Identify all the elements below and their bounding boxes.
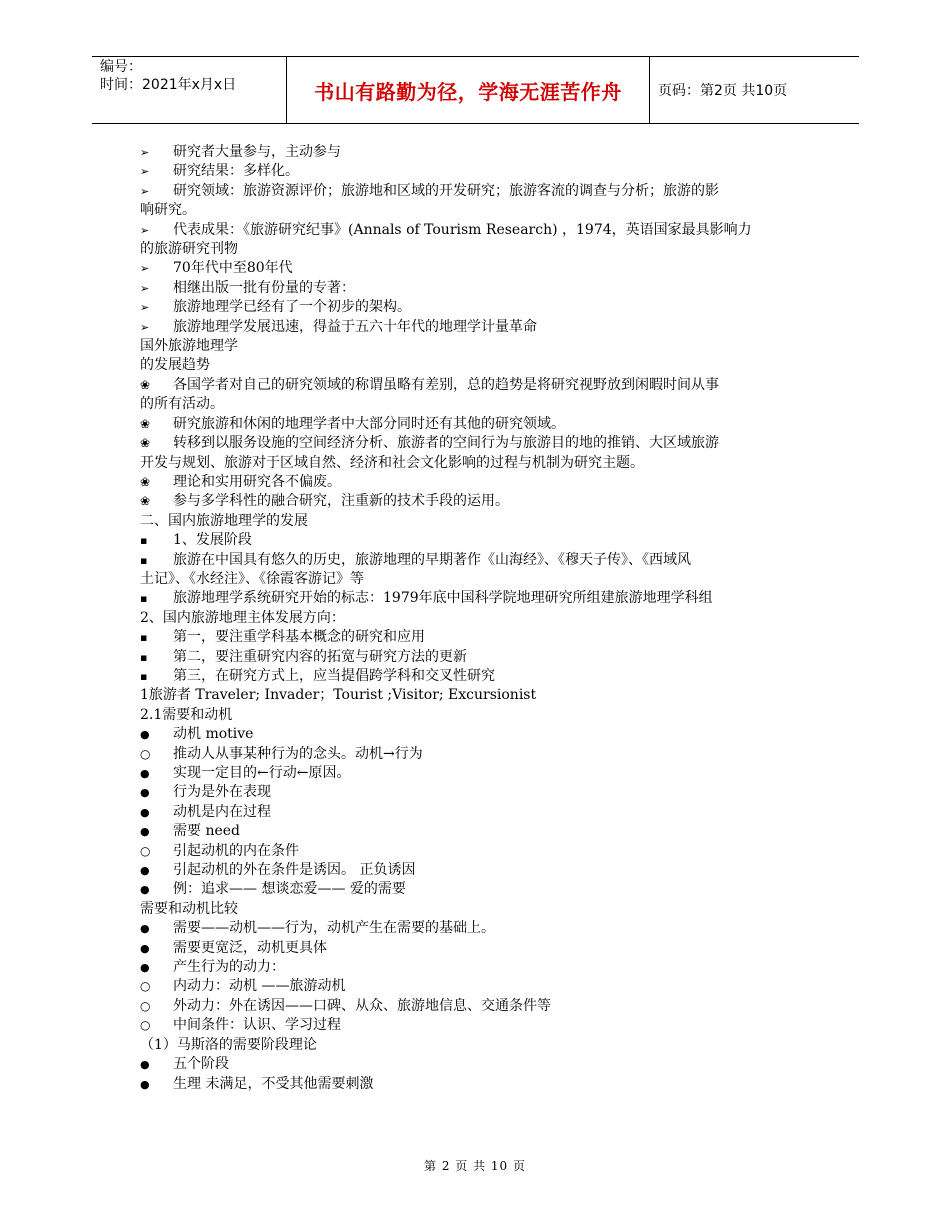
dot-bullet-icon (140, 939, 173, 958)
list-item (140, 434, 812, 453)
dot-bullet-icon (140, 764, 173, 783)
line-text: 二、国内旅游地理学的发展 (140, 512, 308, 529)
text-line (140, 512, 812, 531)
text-line (140, 609, 812, 628)
text-line (140, 395, 812, 414)
list-item (140, 298, 812, 317)
list-item (140, 279, 812, 298)
dot-bullet-icon (140, 861, 173, 880)
list-item (140, 531, 812, 550)
text-line (140, 900, 812, 919)
dot-bullet-icon (140, 1075, 173, 1094)
list-item (140, 861, 812, 880)
line-text: 需要——动机——行为，动机产生在需要的基础上。 (173, 920, 495, 937)
list-item (140, 764, 812, 783)
list-item (140, 415, 812, 434)
list-item (140, 958, 812, 977)
line-text: 70年代中至80年代 (173, 260, 293, 277)
document-body (140, 143, 812, 1094)
line-text: 生理 未满足，不受其他需要刺激 (173, 1075, 374, 1092)
arrow-bullet-icon (140, 162, 173, 181)
line-text: 研究领域：旅游资源评价；旅游地和区域的开发研究；旅游客流的调查与分析；旅游的影 (173, 182, 719, 199)
text-line (140, 454, 812, 473)
square-bullet-icon (140, 551, 173, 570)
list-item (140, 1075, 812, 1094)
list-item (140, 473, 812, 492)
line-text: 引起动机的外在条件是诱因。 正负诱因 (173, 862, 416, 879)
arrow-bullet-icon (140, 318, 173, 337)
ring-bullet-icon (140, 745, 173, 764)
doc-number-label: 编号： (100, 59, 142, 75)
line-text: 的发展趋势 (140, 357, 210, 374)
line-text: 外动力：外在诱因——口碑、从众、旅游地信息、交通条件等 (173, 997, 551, 1014)
line-text: 旅游地理学系统研究开始的标志：1979年底中国科学院地理研究所组建旅游地理学科组 (173, 590, 713, 607)
list-item (140, 977, 812, 996)
header-motto-cell (287, 57, 650, 123)
list-item (140, 221, 812, 240)
line-text: 第二，要注重研究内容的拓宽与研究方法的更新 (173, 648, 467, 665)
square-bullet-icon (140, 589, 173, 608)
line-text: 引起动机的内在条件 (173, 842, 299, 859)
dot-bullet-icon (140, 1055, 173, 1074)
line-text: 例：追求—— 想谈恋爱—— 爱的需要 (173, 881, 406, 898)
line-text: 五个阶段 (173, 1056, 229, 1073)
arrow-bullet-icon (140, 182, 173, 201)
square-bullet-icon (140, 648, 173, 667)
line-text: 实现一定目的←行动←原因。 (173, 765, 351, 781)
line-text: 需要更宽泛，动机更具体 (173, 939, 327, 956)
list-item (140, 551, 812, 570)
arrow-bullet-icon (140, 221, 173, 240)
line-text: 旅游地理学发展迅速，得益于五六十年代的地理学计量革命 (173, 318, 537, 335)
text-line (140, 706, 812, 725)
square-bullet-icon (140, 531, 173, 550)
list-item (140, 783, 812, 802)
text-line (140, 337, 812, 356)
dot-bullet-icon (140, 880, 173, 899)
line-text: 研究者大量参与，主动参与 (173, 144, 341, 160)
list-item (140, 492, 812, 511)
line-text: 的所有活动。 (140, 396, 224, 413)
list-item (140, 939, 812, 958)
line-text: 转移到以服务设施的空间经济分析、旅游者的空间行为与旅游目的地的推销、大区域旅游 (173, 435, 719, 452)
list-item (140, 997, 812, 1016)
line-text: 第一，要注重学科基本概念的研究和应用 (173, 629, 425, 646)
list-item (140, 162, 812, 181)
arrow-bullet-icon (140, 259, 173, 278)
text-line (140, 1036, 812, 1055)
line-text: 动机是内在过程 (173, 803, 271, 820)
list-item (140, 919, 812, 938)
line-text: 2.1需要和动机 (140, 706, 233, 723)
list-item (140, 745, 812, 764)
line-text: 需要 need (173, 823, 240, 840)
text-line (140, 686, 812, 705)
square-bullet-icon (140, 628, 173, 647)
line-text: 需要和动机比较 (140, 900, 238, 917)
ring-bullet-icon (140, 997, 173, 1016)
line-text: 产生行为的动力： (173, 959, 285, 976)
line-text: 理论和实用研究各不偏废。 (173, 473, 341, 490)
flower-bullet-icon (140, 434, 173, 453)
ring-bullet-icon (140, 977, 173, 996)
line-text: 国外旅游地理学 (140, 338, 238, 355)
dot-bullet-icon (140, 803, 173, 822)
line-text: 2、国内旅游地理主体发展方向： (140, 609, 345, 626)
arrow-bullet-icon (140, 279, 173, 298)
line-text: 研究结果：多样化。 (173, 163, 299, 180)
line-text: 相继出版一批有份量的专著： (173, 279, 355, 296)
page-header (92, 56, 859, 124)
text-line (140, 201, 812, 220)
line-text: 动机 motive (173, 726, 254, 743)
line-text: 土记》、《水经注》、《徐霞客游记》等 (140, 570, 364, 587)
header-meta-cell (92, 57, 287, 123)
line-text: 1、发展阶段 (173, 532, 252, 549)
dot-bullet-icon (140, 958, 173, 977)
list-item (140, 880, 812, 899)
dot-bullet-icon (140, 919, 173, 938)
list-item (140, 822, 812, 841)
flower-bullet-icon (140, 492, 173, 511)
list-item (140, 842, 812, 861)
line-text: 代表成果：《旅游研究纪事》(Annals of Tourism Research) ，1974，英语国家最具影响力 (173, 221, 752, 238)
line-text: 中间条件：认识、学习过程 (173, 1017, 341, 1034)
line-text: 参与多学科性的融合研究，注重新的技术手段的运用。 (173, 493, 509, 510)
line-text: （1）马斯洛的需要阶段理论 (140, 1036, 317, 1053)
line-text: 的旅游研究刊物 (140, 241, 238, 258)
text-line (140, 240, 812, 259)
list-item (140, 589, 812, 608)
square-bullet-icon (140, 667, 173, 686)
header-motto: 书山有路勤为径，学海无涯苦作舟 (314, 79, 622, 104)
ring-bullet-icon (140, 1016, 173, 1035)
line-text: 内动力：动机 ——旅游动机 (173, 978, 346, 995)
list-item (140, 1055, 812, 1074)
arrow-bullet-icon (140, 143, 173, 162)
line-text: 旅游在中国具有悠久的历史，旅游地理的早期著作《山海经》、《穆天子传》、《西域风 (173, 551, 691, 568)
line-text: 1旅游者 Traveler; Invader；Tourist ;Visitor; Excursionist (140, 687, 537, 704)
list-item (140, 803, 812, 822)
list-item (140, 667, 812, 686)
list-item (140, 376, 812, 395)
list-item (140, 725, 812, 744)
line-text: 开发与规划、旅游对于区域自然、经济和社会文化影响的过程与机制为研究主题。 (140, 454, 644, 471)
dot-bullet-icon (140, 822, 173, 841)
list-item (140, 259, 812, 278)
dot-bullet-icon (140, 783, 173, 802)
arrow-bullet-icon (140, 298, 173, 317)
line-text: 第三，在研究方式上，应当提倡跨学科和交叉性研究 (173, 667, 495, 684)
flower-bullet-icon (140, 376, 173, 395)
list-item (140, 182, 812, 201)
list-item (140, 1016, 812, 1035)
text-line (140, 570, 812, 589)
line-text: 推动人从事某种行为的念头。动机→行为 (173, 745, 423, 762)
list-item (140, 648, 812, 667)
doc-time-label: 时间：2021年x月x日 (100, 77, 237, 93)
line-text: 旅游地理学已经有了一个初步的架构。 (173, 299, 411, 316)
flower-bullet-icon (140, 473, 173, 492)
flower-bullet-icon (140, 415, 173, 434)
page-footer: 第 2 页 共 10 页 (424, 1159, 526, 1173)
ring-bullet-icon (140, 842, 173, 861)
line-text: 各国学者对自己的研究领域的称谓虽略有差别，总的趋势是将研究视野放到闲暇时间从事 (173, 376, 719, 393)
text-line (140, 356, 812, 375)
dot-bullet-icon (140, 725, 173, 744)
list-item (140, 318, 812, 337)
header-page-info: 页码：第2页 共10页 (658, 83, 788, 99)
list-item (140, 143, 812, 162)
line-text: 研究旅游和休闲的地理学者中大部分同时还有其他的研究领域。 (173, 415, 565, 432)
header-page-cell (650, 57, 859, 123)
line-text: 行为是外在表现 (173, 784, 271, 801)
list-item (140, 628, 812, 647)
line-text: 响研究。 (140, 202, 196, 219)
